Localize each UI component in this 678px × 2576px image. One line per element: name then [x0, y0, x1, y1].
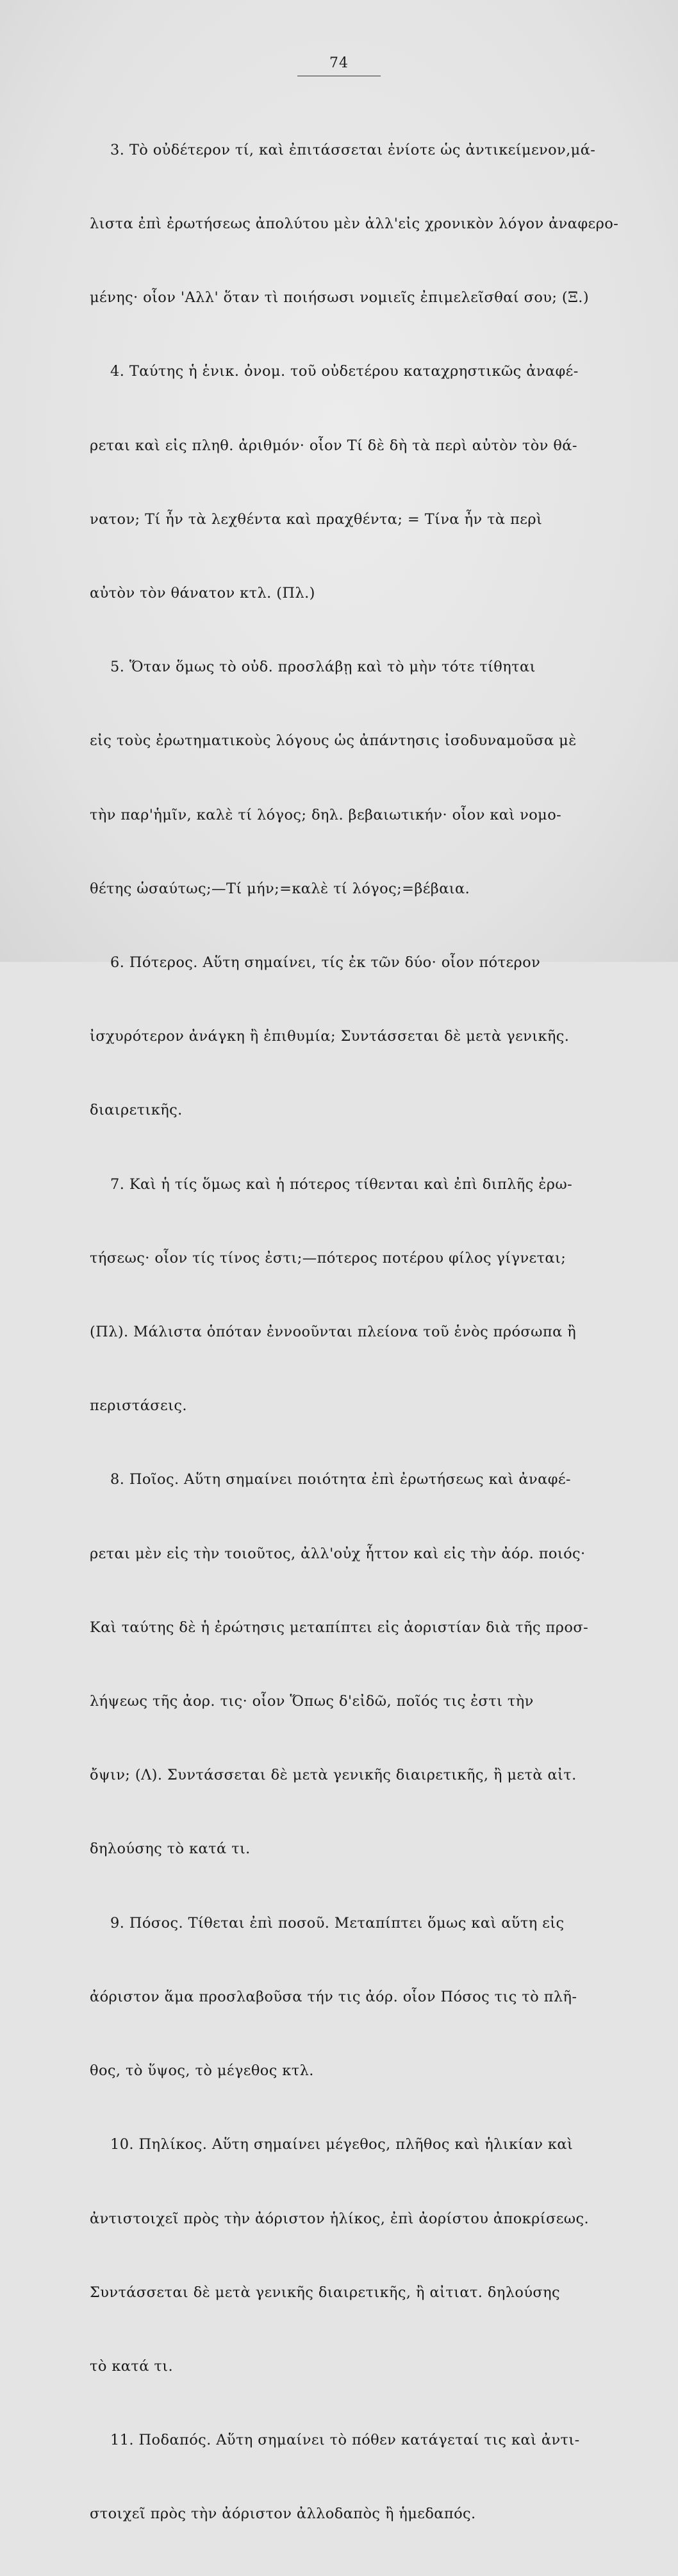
text-line: 8. Ποῖος. Αὕτη σημαίνει ποιότητα ἐπὶ ἐρωτήσεως καὶ ἀναφέ- — [110, 1471, 571, 1488]
page-number: 74 — [329, 55, 349, 71]
text-line: στοιχεῖ πρὸς τὴν ἀόριστον ἀλλοδαπὸς ἢ ἡμεδαπός. — [90, 2505, 476, 2523]
text-line: ὄψιν; (Λ). Συντάσσεται δὲ μετὰ γενικῆς διαιρετικῆς, ἢ μετὰ αἰτ. — [90, 1767, 577, 1784]
text-line: θέτης ὡσαύτως;—Τί μήν;=καλὲ τί λόγος;=βέβαια. — [90, 880, 470, 897]
text-line: διαιρετικῆς. — [90, 1102, 183, 1119]
text-line: εἰς τοὺς ἐρωτηματικοὺς λόγους ὡς ἀπάντησις ἰσοδυναμοῦσα μὲ — [90, 732, 577, 750]
text-line: Συντάσσεται δὲ μετὰ γενικῆς διαιρετικῆς, ἢ αἰτιατ. δηλούσης — [90, 2284, 561, 2301]
text-line: λήψεως τῆς ἀορ. τις· οἷον Ὅπως δ'εἰδῶ, ποῖός τις ἐστι τὴν — [90, 1693, 534, 1710]
text-line: τήσεως· οἷον τίς τίνος ἐστι;—πότερος ποτέρου φίλος γίγνεται; — [90, 1249, 566, 1267]
text-line: 11. Ποδαπός. Αὕτη σημαίνει τὸ πόθεν κατάγεταί τις καὶ ἀντι- — [110, 2432, 580, 2449]
text-line: ρεται καὶ εἰς πληθ. ἀριθμόν· οἷον Τί δὲ δὴ τὰ περὶ αὐτὸν τὸν θά- — [90, 437, 577, 454]
text-line: λιστα ἐπὶ ἐρωτήσεως ἀπολύτου μὲν ἀλλ'εἰς χρονικὸν λόγον ἀναφερο- — [90, 215, 619, 233]
text-line: 6. Πότερος. Αὕτη σημαίνει, τίς ἐκ τῶν δύο· οἷον πότερον — [110, 954, 541, 972]
text-line: 7. Καὶ ἡ τίς ὅμως καὶ ἡ πότερος τίθενται καὶ ἐπὶ διπλῆς ἐρω- — [110, 1175, 573, 1193]
text-line: 5. Ὅταν ὅμως τὸ οὐδ. προσλάβῃ καὶ τὸ μὴν τότε τίθηται — [110, 659, 536, 676]
text-line: μένης· οἷον 'Αλλ' ὅταν τὶ ποιήσωσι νομιεῖς ἐπιμελεῖσθαί σου; (Ξ.) — [90, 289, 590, 307]
text-line: τὴν παρ'ἡμῖν, καλὲ τί λόγος; δηλ. βεβαιωτικήν· οἷον καὶ νομο- — [90, 806, 562, 823]
text-line: 9. Πόσος. Τίθεται ἐπὶ ποσοῦ. Μεταπίπτει ὅμως καὶ αὕτη εἰς — [110, 1914, 565, 1932]
text-line: τὸ κατά τι. — [90, 2357, 174, 2375]
text-line: ἀόριστον ἅμα προσλαβοῦσα τήν τις ἀόρ. οἷον Πόσος τις τὸ πλῆ- — [90, 1988, 577, 2005]
page-body — [90, 88, 622, 2576]
text-line: 3. Τὸ οὐδέτερον τί, καὶ ἐπιτάσσεται ἐνίοτε ὡς ἀντικείμενον,μά- — [110, 141, 596, 158]
text-line: δηλούσης τὸ κατά τι. — [90, 1840, 251, 1858]
text-line: νατον; Τί ἦν τὰ λεχθέντα καὶ πραχθέντα; = Τίνα ἦν τὰ περὶ — [90, 510, 543, 528]
text-line: ρεται μὲν εἰς τὴν τοιοῦτος, ἀλλ'οὐχ ἧττον καὶ εἰς τὴν ἀόρ. ποιός· — [90, 1545, 586, 1562]
text-line: Καὶ ταύτης δὲ ἡ ἐρώτησις μεταπίπτει εἰς ἀοριστίαν διὰ τῆς προσ- — [90, 1619, 589, 1636]
text-line: 4. Ταύτης ἡ ἑνικ. ὀνομ. τοῦ οὐδετέρου καταχρηστικῶς ἀναφέ- — [110, 363, 579, 380]
text-line: θος, τὸ ὕψος, τὸ μέγεθος κτλ. — [90, 2062, 314, 2080]
text-line: ἀντιστοιχεῖ πρὸς τὴν ἀόριστον ἡλίκος, ἐπὶ ἀορίστου ἀποκρίσεως. — [90, 2210, 590, 2227]
text-line: (Πλ). Μάλιστα ὁπόταν ἐννοοῦνται πλείονα τοῦ ἑνὸς πρόσωπα ἢ — [90, 1324, 577, 1341]
text-line: περιστάσεις. — [90, 1397, 187, 1415]
text-line: 10. Πηλίκος. Αὕτη σημαίνει μέγεθος, πλῆθος καὶ ἡλικίαν καὶ — [110, 2136, 574, 2153]
text-line: αὐτὸν τὸν θάνατον κτλ. (Πλ.) — [90, 585, 315, 602]
text-line: ἰσχυρότερον ἀνάγκη ἢ ἐπιθυμία; Συντάσσεται δὲ μετὰ γενικῆς. — [90, 1028, 570, 1045]
